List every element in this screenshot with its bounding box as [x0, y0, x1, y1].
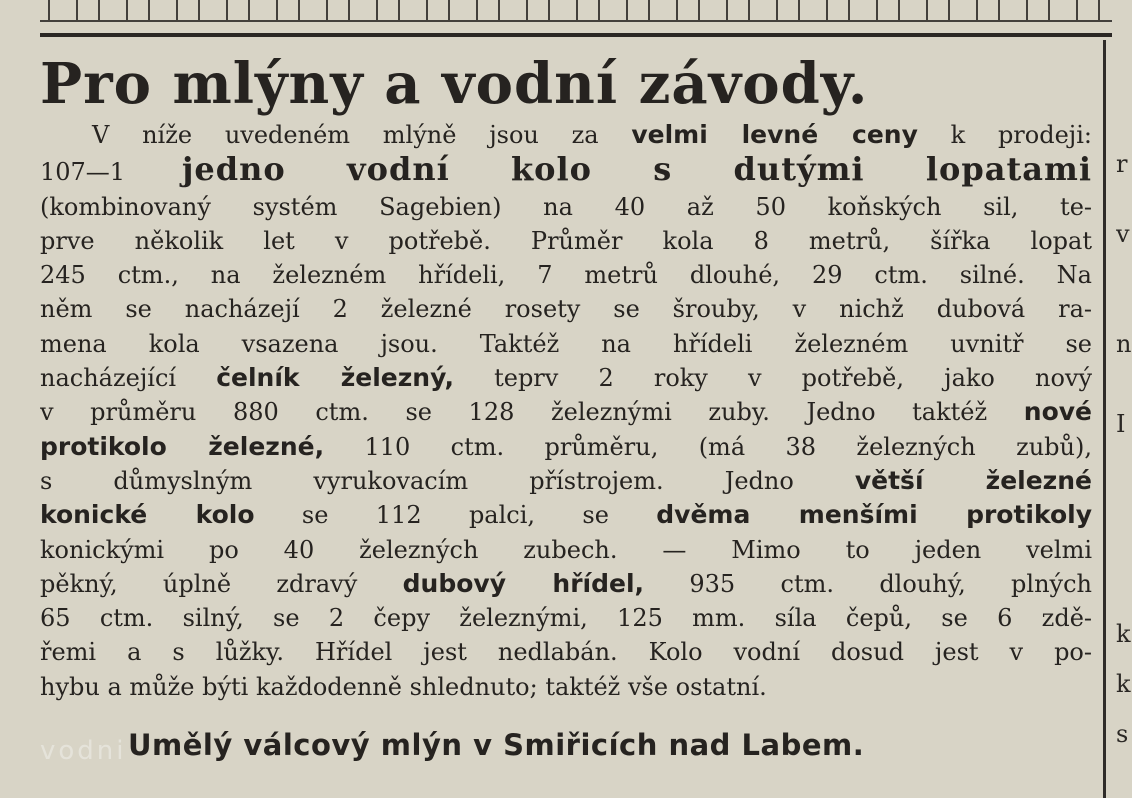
text-run: pěkný, úplně zdravý — [40, 569, 403, 598]
text-line — [40, 361, 1092, 395]
text-run: V níže uvedeném mlýně jsou za — [92, 121, 632, 149]
text-run: hybu a může býti každodenně shlednuto; taktéž vše ostatní. — [40, 672, 767, 701]
watermark-text: vodni — [40, 736, 127, 766]
text-run: v průměru 880 ctm. se 128 železnými zuby. Jedno taktéž — [40, 398, 1024, 427]
emphasized-text: jedno vodní kolo s dutými lopatami — [181, 152, 1092, 189]
emphasized-text: konické kolo — [40, 500, 255, 530]
text-run: konickými po 40 železných zubech. — Mimo to jeden velmi — [40, 535, 1092, 564]
text-line — [40, 152, 1092, 189]
fragment-glyph: k — [1116, 670, 1131, 698]
advert-body — [40, 118, 1092, 704]
text-run: řemi a s lůžky. Hřídel jest nedlabán. Kolo vodní dosud jest v po- — [40, 638, 1092, 667]
text-run: 107—1 — [40, 158, 182, 187]
text-run: 65 ctm. silný, se 2 čepy železnými, 125 mm. síla čepů, se 6 zdě- — [40, 604, 1092, 633]
text-line — [40, 567, 1092, 601]
advert-signature: Umělý válcový mlýn v Smiřicích nad Labem. — [128, 728, 865, 762]
fragment-glyph: k — [1116, 620, 1131, 648]
fragment-glyph: r — [1116, 150, 1128, 178]
emphasized-text: dvěma menšími protikoly — [656, 500, 1092, 530]
text-line — [40, 258, 1092, 292]
advert-headline: Pro mlýny a vodní závody. — [40, 51, 869, 117]
text-line — [40, 224, 1092, 258]
text-run: teprv 2 roky v potřebě, jako nový — [453, 364, 1092, 393]
emphasized-text: větší železné — [854, 465, 1092, 495]
text-line — [40, 395, 1092, 429]
emphasized-text: nové — [1023, 397, 1092, 427]
column-divider — [1103, 40, 1106, 798]
fragment-glyph: v — [1116, 220, 1130, 248]
fragment-glyph: I — [1116, 410, 1126, 438]
text-line — [40, 190, 1092, 224]
text-line — [40, 327, 1092, 361]
text-run: (kombinovaný systém Sagebien) na 40 až 50 koňských sil, te- — [40, 192, 1092, 221]
text-line — [40, 533, 1092, 567]
emphasized-text: čelník železný, — [216, 363, 454, 393]
fragment-glyph: s — [1116, 720, 1129, 748]
emphasized-text: protikolo železné, — [40, 431, 325, 461]
adjacent-column-fragments — [1116, 40, 1132, 798]
fragment-glyph: n — [1116, 330, 1132, 358]
text-run: mena kola vsazena jsou. Taktéž na hřídeli železném uvnitř se — [40, 329, 1092, 358]
text-line — [40, 292, 1092, 326]
text-line — [40, 118, 1092, 152]
text-run: 110 ctm. průměru, (má 38 železných zubů), — [324, 432, 1092, 461]
text-run: se 112 palci, se — [254, 501, 657, 530]
text-run: něm se nacházejí 2 železné rosety se šrouby, v nichž dubová ra- — [40, 295, 1092, 324]
text-line — [40, 635, 1092, 669]
text-run: nacházející — [40, 364, 217, 393]
text-run: s důmyslným vyrukovacím přístrojem. Jedno — [40, 466, 855, 495]
text-line — [40, 430, 1092, 464]
text-line — [40, 601, 1092, 635]
emphasized-text: velmi levné ceny — [631, 120, 918, 149]
text-run: 935 ctm. dlouhý, plných — [644, 569, 1092, 598]
text-run: 245 ctm., na železném hřídeli, 7 metrů dlouhé, 29 ctm. silné. Na — [40, 261, 1092, 290]
header-rule — [40, 33, 1112, 37]
emphasized-text: dubový hřídel, — [402, 568, 645, 598]
text-line — [40, 464, 1092, 498]
top-ornament-border — [40, 0, 1112, 22]
text-run: k prodeji: — [917, 121, 1092, 149]
text-run: prve několik let v potřebě. Průměr kola 8 metrů, šířka lopat — [40, 226, 1092, 255]
text-line — [40, 498, 1092, 532]
text-line — [40, 670, 1092, 704]
